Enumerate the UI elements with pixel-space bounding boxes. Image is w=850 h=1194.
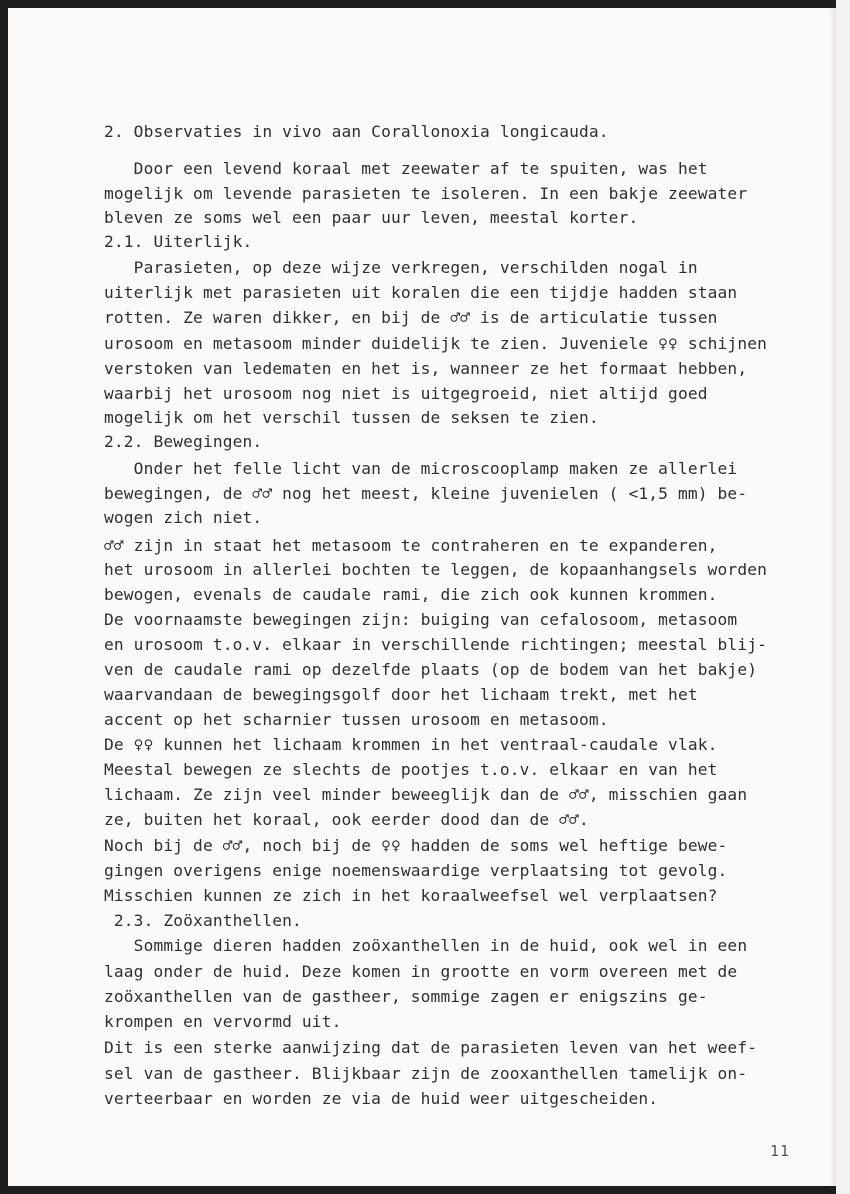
- text-line: lichaam. Ze zijn veel minder beweeglijk dan de ♂♂, misschien gaan: [104, 785, 748, 804]
- text-line: zoöxanthellen van de gastheer, sommige zagen er enigszins ge-: [104, 987, 708, 1006]
- scan-edge: [836, 0, 850, 1194]
- text-line: uiterlijk met parasieten uit koralen die een tijdje hadden staan: [104, 283, 738, 302]
- text-line: waarbij het urosoom nog niet is uitgegroeid, niet altijd goed: [104, 384, 708, 403]
- text-line: verstoken van ledematen en het is, wanneer ze het formaat hebben,: [104, 359, 748, 378]
- text-line: bewegingen, de ♂♂ nog het meest, kleine juvenielen ( <1,5 mm) be-: [104, 484, 748, 503]
- text-line: het urosoom in allerlei bochten te leggen, de kopaanhangsels worden: [104, 560, 768, 579]
- text-line: Meestal bewegen ze slechts de pootjes t.o.v. elkaar en van het: [104, 760, 718, 779]
- text-line: ze, buiten het koraal, ook eerder dood dan de ♂♂.: [104, 810, 589, 829]
- text-line: Misschien kunnen ze zich in het koraalweefsel wel verplaatsen?: [104, 886, 718, 905]
- text-line: mogelijk om levende parasieten te isoleren. In een bakje zeewater: [104, 184, 748, 203]
- subsection-heading: 2.1. Uiterlijk.: [104, 232, 253, 251]
- text-line: De ♀♀ kunnen het lichaam krommen in het ventraal-caudale vlak.: [104, 735, 718, 754]
- page-number: 11: [770, 1142, 791, 1160]
- text-line: mogelijk om het verschil tussen de seksen te zien.: [104, 408, 599, 427]
- text-line: krompen en vervormd uit.: [104, 1012, 342, 1031]
- subsection-heading: 2.3. Zoöxanthellen.: [104, 911, 302, 930]
- subsection-heading: 2.2. Bewegingen.: [104, 432, 263, 451]
- text-line: urosoom en metasoom minder duidelijk te zien. Juveniele ♀♀ schijnen: [104, 334, 768, 353]
- text-line: Dit is een sterke aanwijzing dat de parasieten leven van het weef-: [104, 1038, 758, 1057]
- text-line: Noch bij de ♂♂, noch bij de ♀♀ hadden de soms wel heftige bewe-: [104, 836, 728, 855]
- text-line: gingen overigens enige noemenswaardige verplaatsing tot gevolg.: [104, 861, 728, 880]
- text-line: bewogen, evenals de caudale rami, die zich ook kunnen krommen.: [104, 585, 718, 604]
- text-line: ♂♂ zijn in staat het metasoom te contraheren en te expanderen,: [104, 536, 718, 555]
- text-line: Onder het felle licht van de microscooplamp maken ze allerlei: [104, 459, 738, 478]
- section-heading: 2. Observaties in vivo aan Corallonoxia longicauda.: [104, 122, 609, 141]
- text-line: De voornaamste bewegingen zijn: buiging van cefalosoom, metasoom: [104, 610, 738, 629]
- text-line: en urosoom t.o.v. elkaar in verschillende richtingen; meestal blij-: [104, 635, 768, 654]
- text-line: accent op het scharnier tussen urosoom en metasoom.: [104, 710, 609, 729]
- text-line: verteerbaar en worden ze via de huid weer uitgescheiden.: [104, 1089, 659, 1108]
- text-line: wogen zich niet.: [104, 508, 263, 527]
- text-line: ven de caudale rami op dezelfde plaats (op de bodem van het bakje): [104, 660, 758, 679]
- document-page: [8, 8, 836, 1186]
- text-line: bleven ze soms wel een paar uur leven, meestal korter.: [104, 208, 639, 227]
- text-line: Sommige dieren hadden zoöxanthellen in de huid, ook wel in een: [104, 936, 748, 955]
- text-line: laag onder de huid. Deze komen in grootte en vorm overeen met de: [104, 962, 738, 981]
- text-line: Parasieten, op deze wijze verkregen, verschilden nogal in: [104, 258, 698, 277]
- text-line: sel van de gastheer. Blijkbaar zijn de zooxanthellen tamelijk on-: [104, 1064, 748, 1083]
- text-line: Door een levend koraal met zeewater af te spuiten, was het: [104, 159, 708, 178]
- text-line: rotten. Ze waren dikker, en bij de ♂♂ is de articulatie tussen: [104, 308, 718, 327]
- text-line: waarvandaan de bewegingsgolf door het lichaam trekt, met het: [104, 685, 698, 704]
